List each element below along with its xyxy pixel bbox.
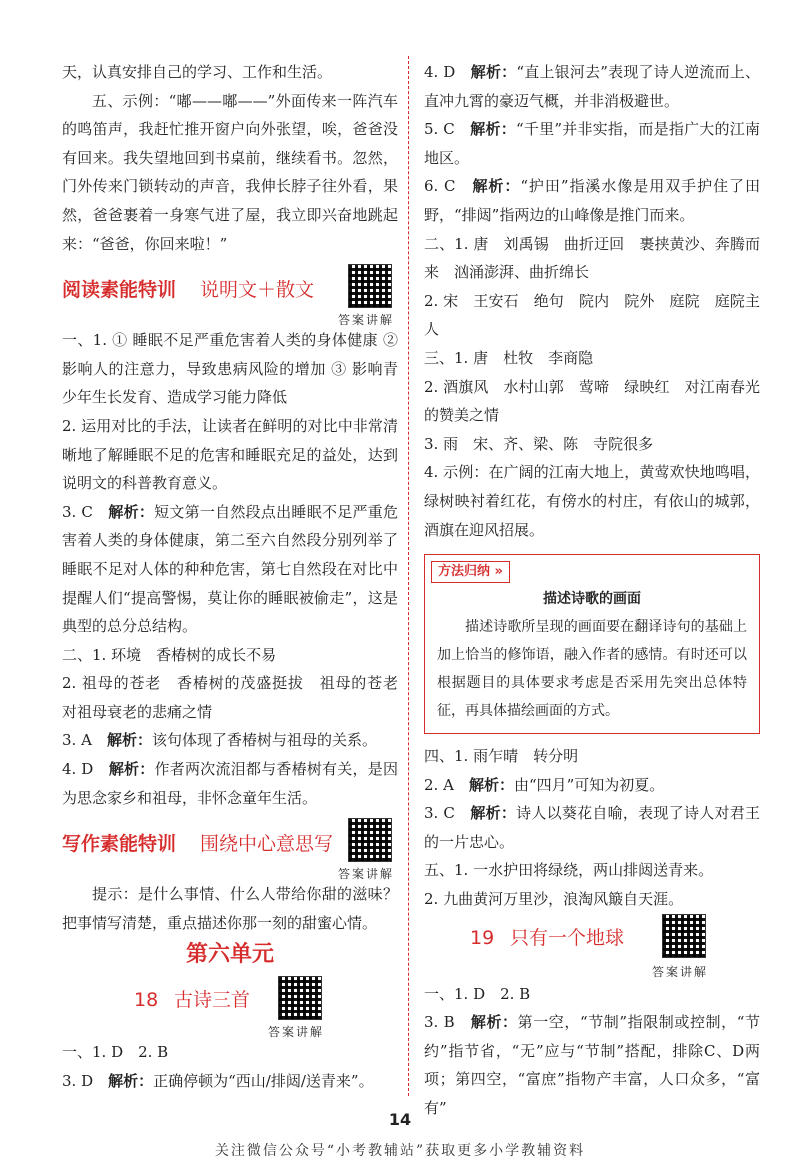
answer-text: 2. 酒旗风 水村山郭 莺啼 绿映红 对江南春光的赞美之情: [424, 377, 760, 425]
section-title: 写作素能特训: [62, 833, 177, 856]
answer-text: 天，认真安排自己的学习、工作和生活。: [62, 63, 333, 81]
qr-code-icon[interactable]: [348, 264, 392, 308]
answer-text: 3. C 解析：诗人以葵花自喻，表现了诗人对君王的一片忠心。: [424, 804, 760, 851]
answer-text: 4. 示例：在广阔的江南大地上，黄莺欢快地鸣唱，绿树映衬着红花，有傍水的村庄，有依山的城郭，酒旗在迎风招展。: [424, 463, 760, 539]
answer-text: 五、1. 一水护田将绿绕，两山排闼送青来。: [424, 861, 714, 880]
lesson-number: 19: [470, 926, 495, 949]
answer-text: 一、1. D 2. B: [62, 1043, 169, 1062]
answer-text: 二、1. 环境 香椿树的成长不易: [62, 645, 277, 664]
answer-text: 三、1. 唐 杜牧 李商隐: [424, 348, 594, 367]
answer-text: 5. C 解析：“千里”并非实指，而是指广大的江南地区。: [424, 120, 760, 167]
qr-code-icon[interactable]: [278, 976, 322, 1020]
section-title: 阅读素能特训: [62, 279, 177, 302]
qr-code-icon[interactable]: [662, 914, 706, 958]
answer-text: 2. 宋 王安石 绝句 院内 院外 庭院 庭院主人: [424, 291, 760, 339]
section-subtitle: 围绕中心意思写: [200, 833, 334, 856]
section-header-writing: [62, 818, 398, 882]
lesson-header-19: [424, 914, 760, 980]
page-number: 14: [388, 1110, 412, 1129]
column-divider: [408, 56, 409, 1096]
answer-text: 3. D 解析：正确停顿为“西山/排闼/送青来”。: [62, 1071, 374, 1090]
lesson-number: 18: [134, 989, 159, 1012]
method-text: 描述诗歌所呈现的画面要在翻译诗句的基础上加上恰当的修饰语，融入作者的感情。有时还可以根据题目的具体要求考虑是否采用先突出总体特征，再具体描绘画面的方式。: [437, 619, 747, 720]
answer-text: 4. D 解析：作者两次流泪都与香椿树有关，是因为思念家乡和祖母，非怀念童年生活。: [62, 760, 398, 807]
answer-text: 3. B 解析：第一空，“节制”指限制或控制，“节约”指节省，“无”应与“节制”搭配，排除C、D两项；第四空，“富庶”指物产丰富，人口众多，“富有”: [424, 1013, 760, 1118]
answer-text: 3. A 解析：该句体现了香椿树与祖母的关系。: [62, 731, 377, 750]
lesson-title: 古诗三首: [174, 989, 251, 1012]
qr-code-icon[interactable]: [348, 818, 392, 862]
answer-text: 二、1. 唐 刘禹锡 曲折迂回 裹挟黄沙、奔腾而来 汹涌澎湃、曲折绵长: [424, 234, 760, 282]
answer-text: 提示：是什么事情、什么人带给你甜的滋味？把事情写清楚，重点描述你那一刻的甜蜜心情。: [62, 885, 398, 932]
answer-text: 3. 雨 宋、齐、梁、陈 寺院很多: [424, 434, 654, 453]
lesson-header-18: [62, 976, 398, 1038]
answer-text: 6. C 解析：“护田”指溪水像是用双手护住了田野，“排闼”指两边的山峰像是推门而来。: [424, 177, 760, 224]
answer-text: 2. 祖母的苍老 香椿树的茂盛挺拔 祖母的苍老 对祖母衰老的悲痛之情: [62, 674, 414, 721]
left-column: [62, 58, 414, 1095]
answer-text: 一、1. ① 睡眠不足严重危害着人类的身体健康 ② 影响人的注意力，导致患病风险的增加 ③ 影响青少年生长发育、造成学习能力降低: [62, 331, 398, 407]
answer-text: 2. 运用对比的手法，让读者在鲜明的对比中非常清晰地了解睡眠不足的危害和睡眠充足的益处，达到说明文的科普教育意义。: [62, 416, 398, 493]
answer-text: 2. 九曲黄河万里沙，浪淘风簸自天涯。: [424, 890, 684, 909]
answer-text: 四、1. 雨乍晴 转分明: [424, 747, 579, 766]
answer-text: 五、示例：“嘟——嘟——”外面传来一阵汽车的鸣笛声，我赶忙推开窗户向外张望，唉，爸爸没有回来。我失望地回到书桌前，继续看书。忽然，门外传来门锁转动的声音，我伸长脖子往外看，果然，爸爸裹着一身寒气进了屋，我立即兴奋地跳起来：“爸爸，你回来啦！”: [62, 91, 398, 253]
method-summary-box: [424, 554, 760, 734]
section-header-reading: [62, 264, 398, 328]
qr-label: 答案讲解: [268, 1025, 325, 1040]
right-column: [424, 58, 760, 1123]
qr-label: 答案讲解: [652, 964, 709, 979]
answer-text: 2. A 解析：由“四月”可知为初夏。: [424, 775, 665, 794]
footer-note: 关注微信公众号“小考教辅站”获取更多小学教辅资料: [214, 1143, 586, 1159]
answer-text: 一、1. D 2. B: [424, 984, 531, 1003]
answer-text: 4. D 解析：“直上银河去”表现了诗人逆流而上、直冲九霄的豪迈气概，并非消极避世。: [424, 63, 760, 110]
answer-text: 3. C 解析：短文第一自然段点出睡眠不足严重危害着人类的身体健康，第二至六自然段分别列举了睡眠不足对人体的种种危害，第七自然段在对比中提醒人们“提高警惕，莫让你的睡眠被偷走”，这是典型的总分总结构。: [62, 502, 398, 636]
qr-label: 答案讲解: [338, 313, 395, 328]
lesson-title: 只有一个地球: [510, 926, 625, 949]
section-subtitle: 说明文＋散文: [200, 279, 315, 302]
method-tag: 方法归纳 »: [431, 561, 510, 583]
qr-label: 答案讲解: [338, 867, 395, 882]
method-title: 描述诗歌的画面: [543, 591, 641, 608]
unit-title: 第六单元: [185, 942, 274, 968]
